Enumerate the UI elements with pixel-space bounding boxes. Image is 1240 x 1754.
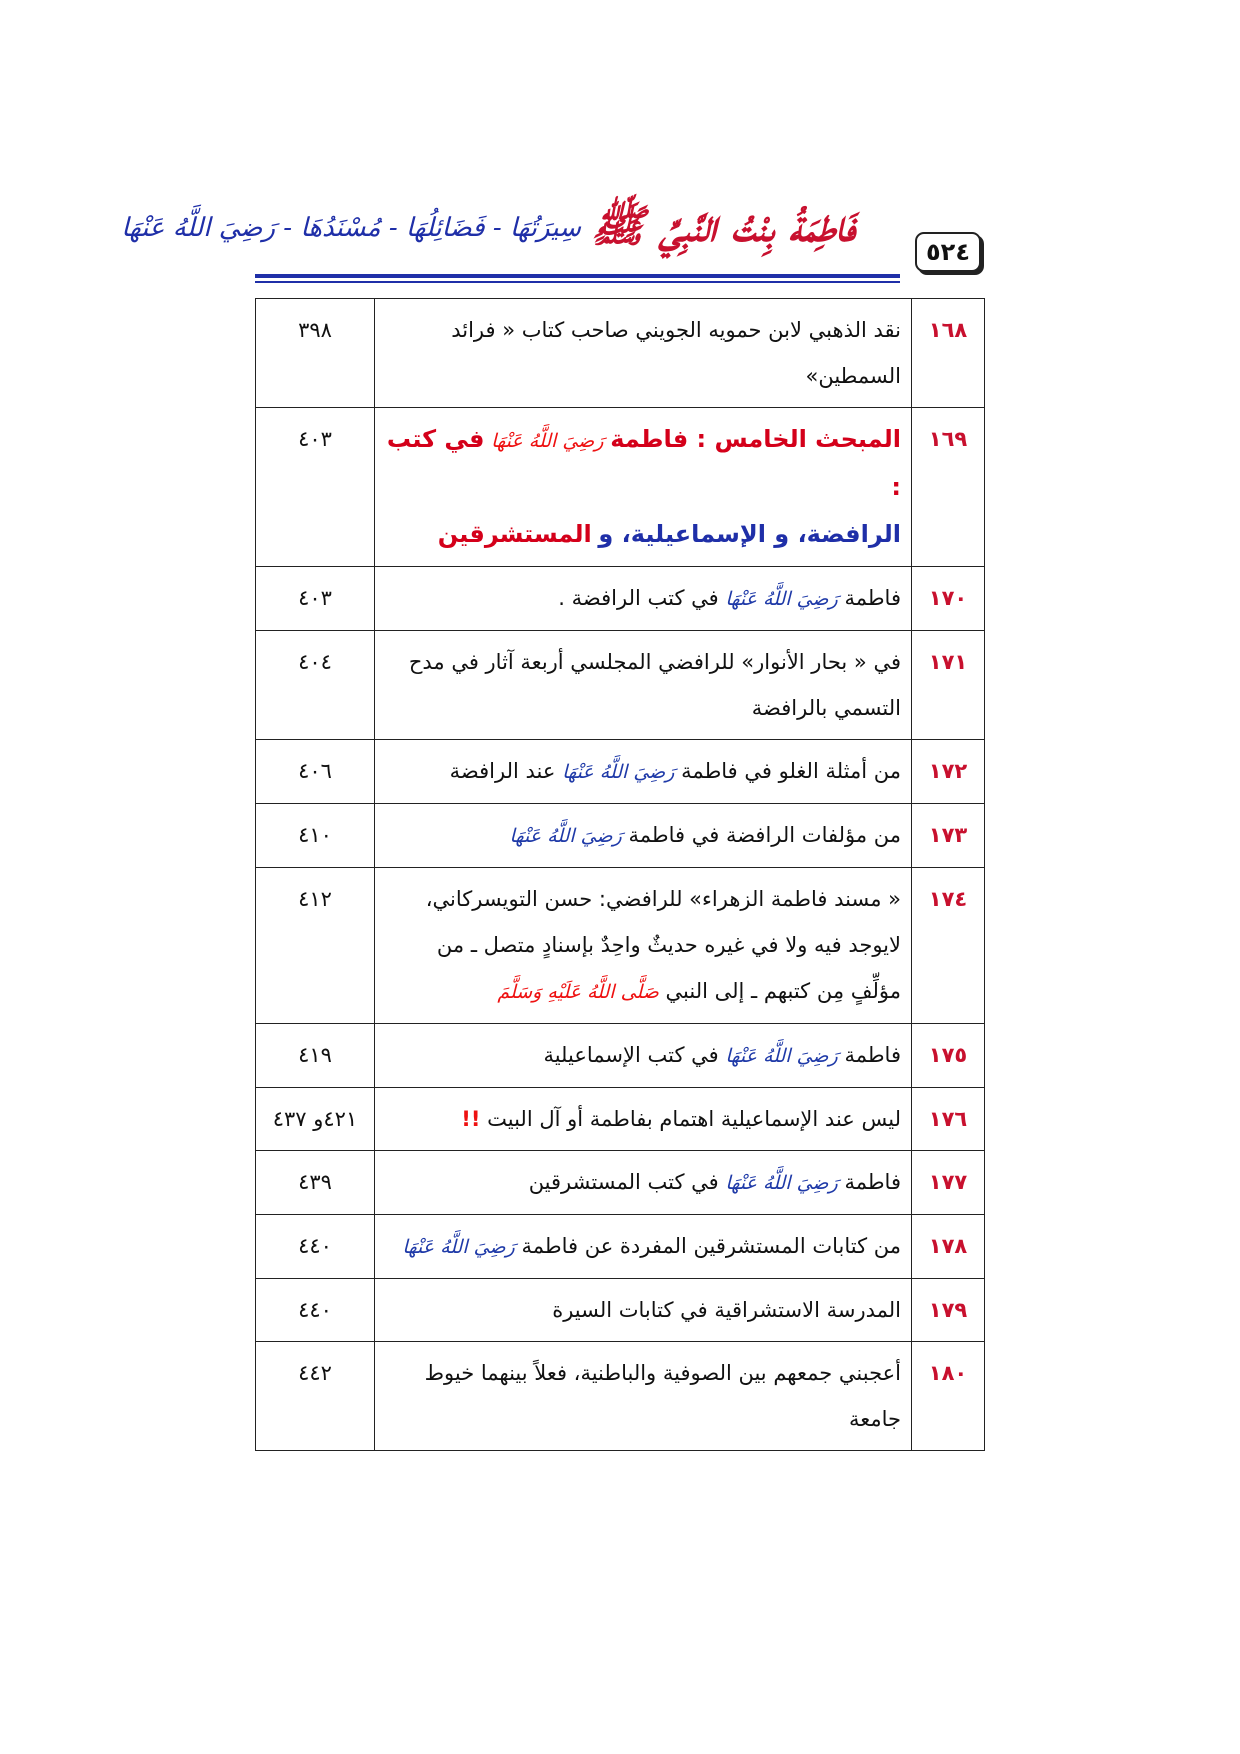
honorific: رَضِيَ اللَّهُ عَنْهَا [725, 1045, 838, 1067]
row-number: ١٧٤ [912, 868, 985, 1024]
table-row [256, 1215, 985, 1279]
row-number: ١٧٩ [912, 1279, 985, 1342]
row-number: ١٧٥ [912, 1024, 985, 1088]
table-row [256, 1024, 985, 1088]
row-topic [375, 868, 912, 1024]
table-row [256, 804, 985, 868]
row-number: ١٧٧ [912, 1151, 985, 1215]
row-topic [375, 1088, 912, 1151]
topic-text-cont: في كتب المستشرقين [528, 1170, 719, 1194]
row-topic [375, 740, 912, 804]
section-heading-cont: في كتب : [386, 425, 901, 501]
row-topic: نقد الذهبي لابن حمويه الجويني صاحب كتاب « فرائد السمطين» [375, 299, 912, 408]
header-rule-thin [255, 281, 900, 283]
table-row [256, 1279, 985, 1342]
table-row [256, 740, 985, 804]
row-page: ٤١٠ [256, 804, 375, 868]
running-title [121, 198, 855, 256]
row-page: ٤٢١و ٤٣٧ [256, 1088, 375, 1151]
row-number: ١٧٠ [912, 567, 985, 631]
table-row [256, 1151, 985, 1215]
row-number: ١٧٦ [912, 1088, 985, 1151]
exclamation: !! [461, 1107, 481, 1131]
row-page: ٤٠٤ [256, 631, 375, 740]
table-row [256, 567, 985, 631]
row-topic [375, 1215, 912, 1279]
row-page: ٣٩٨ [256, 299, 375, 408]
row-page: ٤٠٣ [256, 567, 375, 631]
table-row [256, 1342, 985, 1451]
honorific-prophet: صَلَّى اللَّهُ عَلَيْهِ وَسَلَّمَ [497, 981, 659, 1003]
row-number: ١٦٩ [912, 408, 985, 567]
topic-text: من أمثلة الغلو في فاطمة [681, 759, 901, 783]
table-row [256, 408, 985, 567]
contents-table [255, 298, 985, 1451]
book-title: فَاطِمَةُ بِنْتُ النَّبِيِّ ﷺ [591, 201, 855, 252]
row-number: ١٧١ [912, 631, 985, 740]
topic-text: ليس عند الإسماعيلية اهتمام بفاطمة أو آل البيت [487, 1107, 901, 1131]
row-number: ١٧٢ [912, 740, 985, 804]
row-number: ١٧٣ [912, 804, 985, 868]
row-page: ٤٠٦ [256, 740, 375, 804]
header-rule [255, 274, 900, 278]
row-number: ١٨٠ [912, 1342, 985, 1451]
topic-text-cont: في كتب الرافضة . [558, 586, 719, 610]
topic-text: من كتابات المستشرقين المفردة عن فاطمة [521, 1234, 901, 1258]
honorific: رَضِيَ اللَّهُ عَنْهَا [509, 825, 622, 847]
row-page: ٤٣٩ [256, 1151, 375, 1215]
page-number: ٥٢٤ [915, 232, 981, 272]
topic-text: من مؤلفات الرافضة في فاطمة [628, 823, 901, 847]
page-header [121, 198, 985, 280]
row-topic [375, 804, 912, 868]
row-topic [375, 1024, 912, 1088]
section-heading-line2-end: المستشرقين [437, 520, 592, 548]
row-topic: أعجبني جمعهم بين الصوفية والباطنية، فعلاً بينهما خيوط جامعة [375, 1342, 912, 1451]
row-topic [375, 567, 912, 631]
section-heading-line2: الرافضة، و الإسماعيلية، و [598, 520, 901, 548]
row-page: ٤٤٠ [256, 1279, 375, 1342]
row-number: ١٦٨ [912, 299, 985, 408]
book-subtitle: سِيرَتُهَا - فَضَائِلُهَا - مُسْنَدُهَا - رَضِيَ اللَّهُ عَنْهَا [121, 213, 581, 243]
table-row [256, 1088, 985, 1151]
section-heading: المبحث الخامس : فاطمة [610, 425, 901, 453]
topic-text: « مسند فاطمة الزهراء» للرافضي: حسن التويسركاني، لايوجد فيه ولا في غيره حديثٌ واحِدٌ بإسنادٍ متصل ـ من مؤلِّفٍ مِن كتبهم ـ إلى النبي [425, 887, 901, 1003]
honorific: رَضِيَ اللَّهُ عَنْهَا [725, 1172, 838, 1194]
row-topic [375, 1151, 912, 1215]
row-page: ٤٠٣ [256, 408, 375, 567]
row-topic: في « بحار الأنوار» للرافضي المجلسي أربعة آثار في مدح التسمي بالرافضة [375, 631, 912, 740]
honorific: رَضِيَ اللَّهُ عَنْهَا [562, 761, 675, 783]
topic-text: فاطمة [844, 586, 901, 610]
topic-text: فاطمة [844, 1043, 901, 1067]
topic-text-cont: عند الرافضة [449, 759, 556, 783]
row-page: ٤١٩ [256, 1024, 375, 1088]
table-row [256, 868, 985, 1024]
row-topic: المدرسة الاستشراقية في كتابات السيرة [375, 1279, 912, 1342]
table-row [256, 631, 985, 740]
row-topic [375, 408, 912, 567]
row-page: ٤١٢ [256, 868, 375, 1024]
honorific: رَضِيَ اللَّهُ عَنْهَا [491, 430, 604, 452]
topic-text: فاطمة [844, 1170, 901, 1194]
row-page: ٤٤٢ [256, 1342, 375, 1451]
topic-text-cont: في كتب الإسماعيلية [543, 1043, 719, 1067]
row-number: ١٧٨ [912, 1215, 985, 1279]
honorific: رَضِيَ اللَّهُ عَنْهَا [725, 588, 838, 610]
table-row [256, 299, 985, 408]
honorific: رَضِيَ اللَّهُ عَنْهَا [402, 1236, 515, 1258]
row-page: ٤٤٠ [256, 1215, 375, 1279]
